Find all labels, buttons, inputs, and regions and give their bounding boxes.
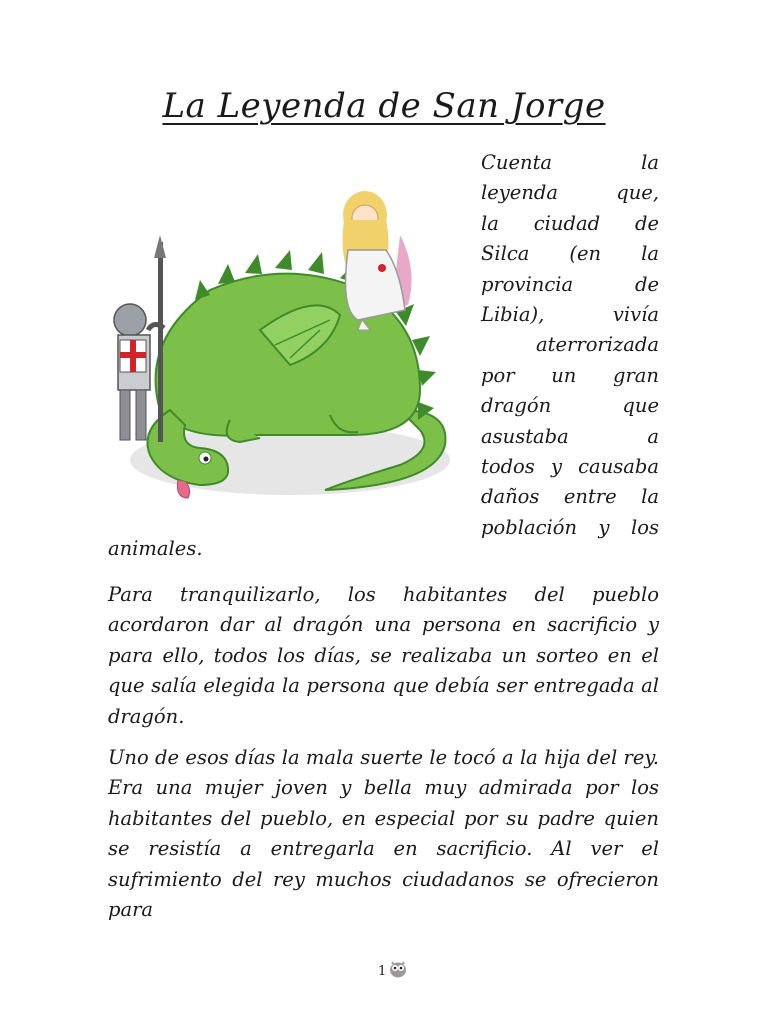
paragraph-3: Uno de esos días la mala suerte le tocó a la hija del rey. Era una mujer joven y bella muy admirada por los habitantes del pueblo, en especial por su padre quien se resistía a entregarla en sacrificio. Al ver el sufrimiento del rey muchos ciudadanos se ofrecieron para bbox=[108, 746, 659, 922]
paragraph-1-line: la ciudad de bbox=[481, 211, 659, 235]
paragraph-1-line: Cuenta la bbox=[481, 151, 659, 174]
paragraph-1-line: asustaba a bbox=[481, 424, 659, 448]
paragraph-1 bbox=[481, 148, 659, 543]
page-number: 1 bbox=[378, 963, 387, 979]
paragraph-1-line: dragón que bbox=[481, 394, 659, 418]
paragraph-1-line: Libia), vivía bbox=[481, 303, 659, 327]
paragraph-1-tail: animales. bbox=[108, 537, 203, 560]
paragraph-1-line: población y los bbox=[481, 515, 659, 539]
st-george-dragon-illustration bbox=[100, 180, 460, 510]
paragraph-2: Para tranquilizarlo, los habitantes del pueblo acordaron dar al dragón una persona en sacrificio y para ello, todos los días, se realizaba un sorteo en el que salía elegida la persona que debía ser entregada al dragón. bbox=[108, 583, 659, 728]
paragraph-1-line: aterrorizada bbox=[536, 333, 659, 357]
paragraph-1-line: por un gran bbox=[481, 363, 659, 387]
paragraph-1-line: todos y causaba bbox=[481, 455, 659, 479]
owl-icon bbox=[388, 960, 408, 982]
paragraph-1-line: Silca (en la bbox=[481, 242, 659, 266]
paragraph-1-line: leyenda que, bbox=[481, 181, 659, 205]
paragraph-1-line: daños entre la bbox=[481, 485, 659, 509]
paragraph-1-line: provincia de bbox=[481, 272, 659, 296]
page-title: La Leyenda de San Jorge bbox=[162, 86, 606, 126]
page-footer bbox=[378, 960, 408, 982]
